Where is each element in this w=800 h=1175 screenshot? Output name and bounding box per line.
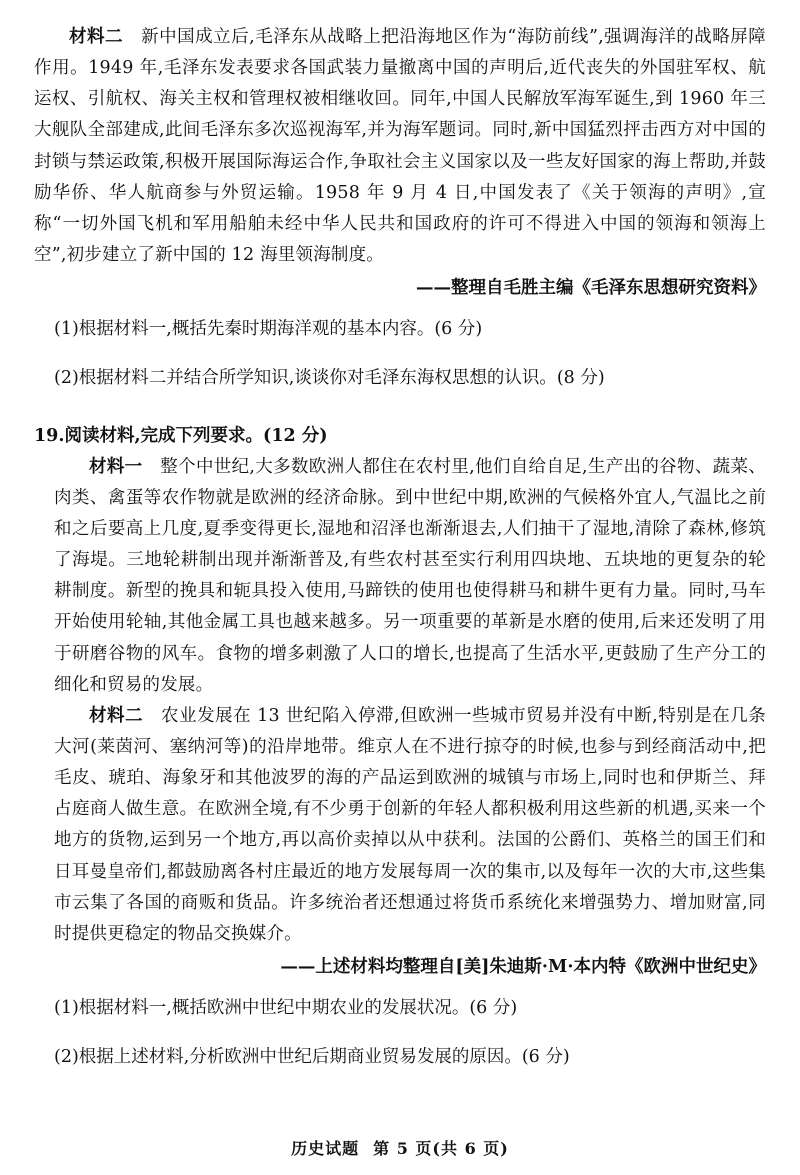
material-two-bottom-paragraph: [54, 701, 766, 950]
spacer: [34, 1024, 766, 1038]
footer-page-number: 第 5 页(共 6 页): [373, 1139, 509, 1158]
material-two-top-paragraph: [34, 22, 766, 271]
source-citation-bottom: ——上述材料均整理自[美]朱迪斯·M·本内特《欧洲中世纪史》: [280, 956, 766, 977]
question-2-bottom: (2)根据上述材料,分析欧洲中世纪后期商业贸易发展的原因。(6 分): [54, 1047, 570, 1068]
page-footer: [0, 1136, 800, 1159]
section-19-body: [34, 452, 766, 950]
question-2-top: (2)根据材料二并结合所学知识,谈谈你对毛泽东海权思想的认识。(8 分): [54, 368, 605, 389]
material-two-bottom-text: 农业发展在 13 世纪陷入停滞,但欧洲一些城市贸易并没有中断,特别是在几条大河(莱茵河、塞纳河等)的沿岸地带。维京人在不进行掠夺的时候,也参与到经商活动中,把毛皮、琥珀、海象牙和其他波罗的海的产品运到欧洲的城镇与市场上,同时也和伊斯兰、拜占庭商人做生意。在欧洲全境,有不少勇于创新的年轻人都积极利用这些新的机遇,买来一个地方的货物,运到另一个地方,再以高价卖掉以从中获利。法国的公爵们、英格兰的国王们和日耳曼皇帝们,都鼓励离各村庄最近的地方发展每周一次的集市,以及每年一次的大市,这些集市云集了各国的商贩和货品。许多统治者还想通过将货币系统化来增强势力、增加财富,同时提供更稳定的物品交换媒介。: [54, 705, 766, 944]
material-two-top-label: 材料二: [69, 27, 124, 47]
source-citation-top: ——整理自毛胜主编《毛泽东思想研究资料》: [416, 278, 766, 299]
section-19-heading: 19.阅读材料,完成下列要求。(12 分): [34, 425, 328, 446]
footer-subject: 历史试题: [291, 1139, 360, 1158]
question-1-bottom: (1)根据材料一,概括欧洲中世纪中期农业的发展状况。(6 分): [54, 998, 518, 1019]
question-1-top: (1)根据材料一,概括先秦时期海洋观的基本内容。(6 分): [54, 319, 483, 340]
spacer: [34, 395, 766, 421]
material-two-top-text: 新中国成立后,毛泽东从战略上把沿海地区作为“海防前线”,强调海洋的战略屏障作用。1949 年,毛泽东发表要求各国武装力量撤离中国的声明后,近代丧失的外国驻军权、航运权、引航权、海关主权和管理权被相继收回。同年,中国人民解放军海军诞生,到 1960 年三大舰队全部建成,此间毛泽东多次巡视海军,并为海军题词。同时,新中国猛烈抨击西方对中国的封锁与禁运政策,积极开展国际海运合作,争取社会主义国家以及一些友好国家的海上帮助,并鼓励华侨、华人航商参与外贸运输。1958 年 9 月 4 日,中国发表了《关于领海的声明》,宣称“一切外国飞机和军用船舶未经中华人民共和国政府的许可不得进入中国的领海和领海上空”,初步建立了新中国的 12 海里领海制度。: [34, 27, 766, 265]
spacer: [34, 345, 766, 359]
material-one-text: 整个中世纪,大多数欧洲人都住在农村里,他们自给自足,生产出的谷物、蔬菜、肉类、禽蛋等农作物就是欧洲的经济命脉。到中世纪中期,欧洲的气候格外宜人,气温比之前和之后要高上几度,夏季变得更长,湿地和沼泽也渐渐退去,人们抽干了湿地,清除了森林,修筑了海堤。三地轮耕制出现并渐渐普及,有些农村甚至实行利用四块地、五块地的更复杂的轮耕制度。新型的挽具和轭具投入使用,马蹄铁的使用也使得耕马和耕牛更有力量。同时,马车开始使用轮轴,其他金属工具也越来越多。另一项重要的革新是水磨的使用,后来还发明了用于研磨谷物的风车。食物的增多刺激了人口的增长,也提高了生活水平,更鼓励了生产分工的细化和贸易的发展。: [54, 456, 766, 695]
material-one-label: 材料一: [89, 456, 143, 477]
material-one-paragraph: [54, 452, 766, 701]
material-two-bottom-label: 材料二: [89, 705, 144, 726]
